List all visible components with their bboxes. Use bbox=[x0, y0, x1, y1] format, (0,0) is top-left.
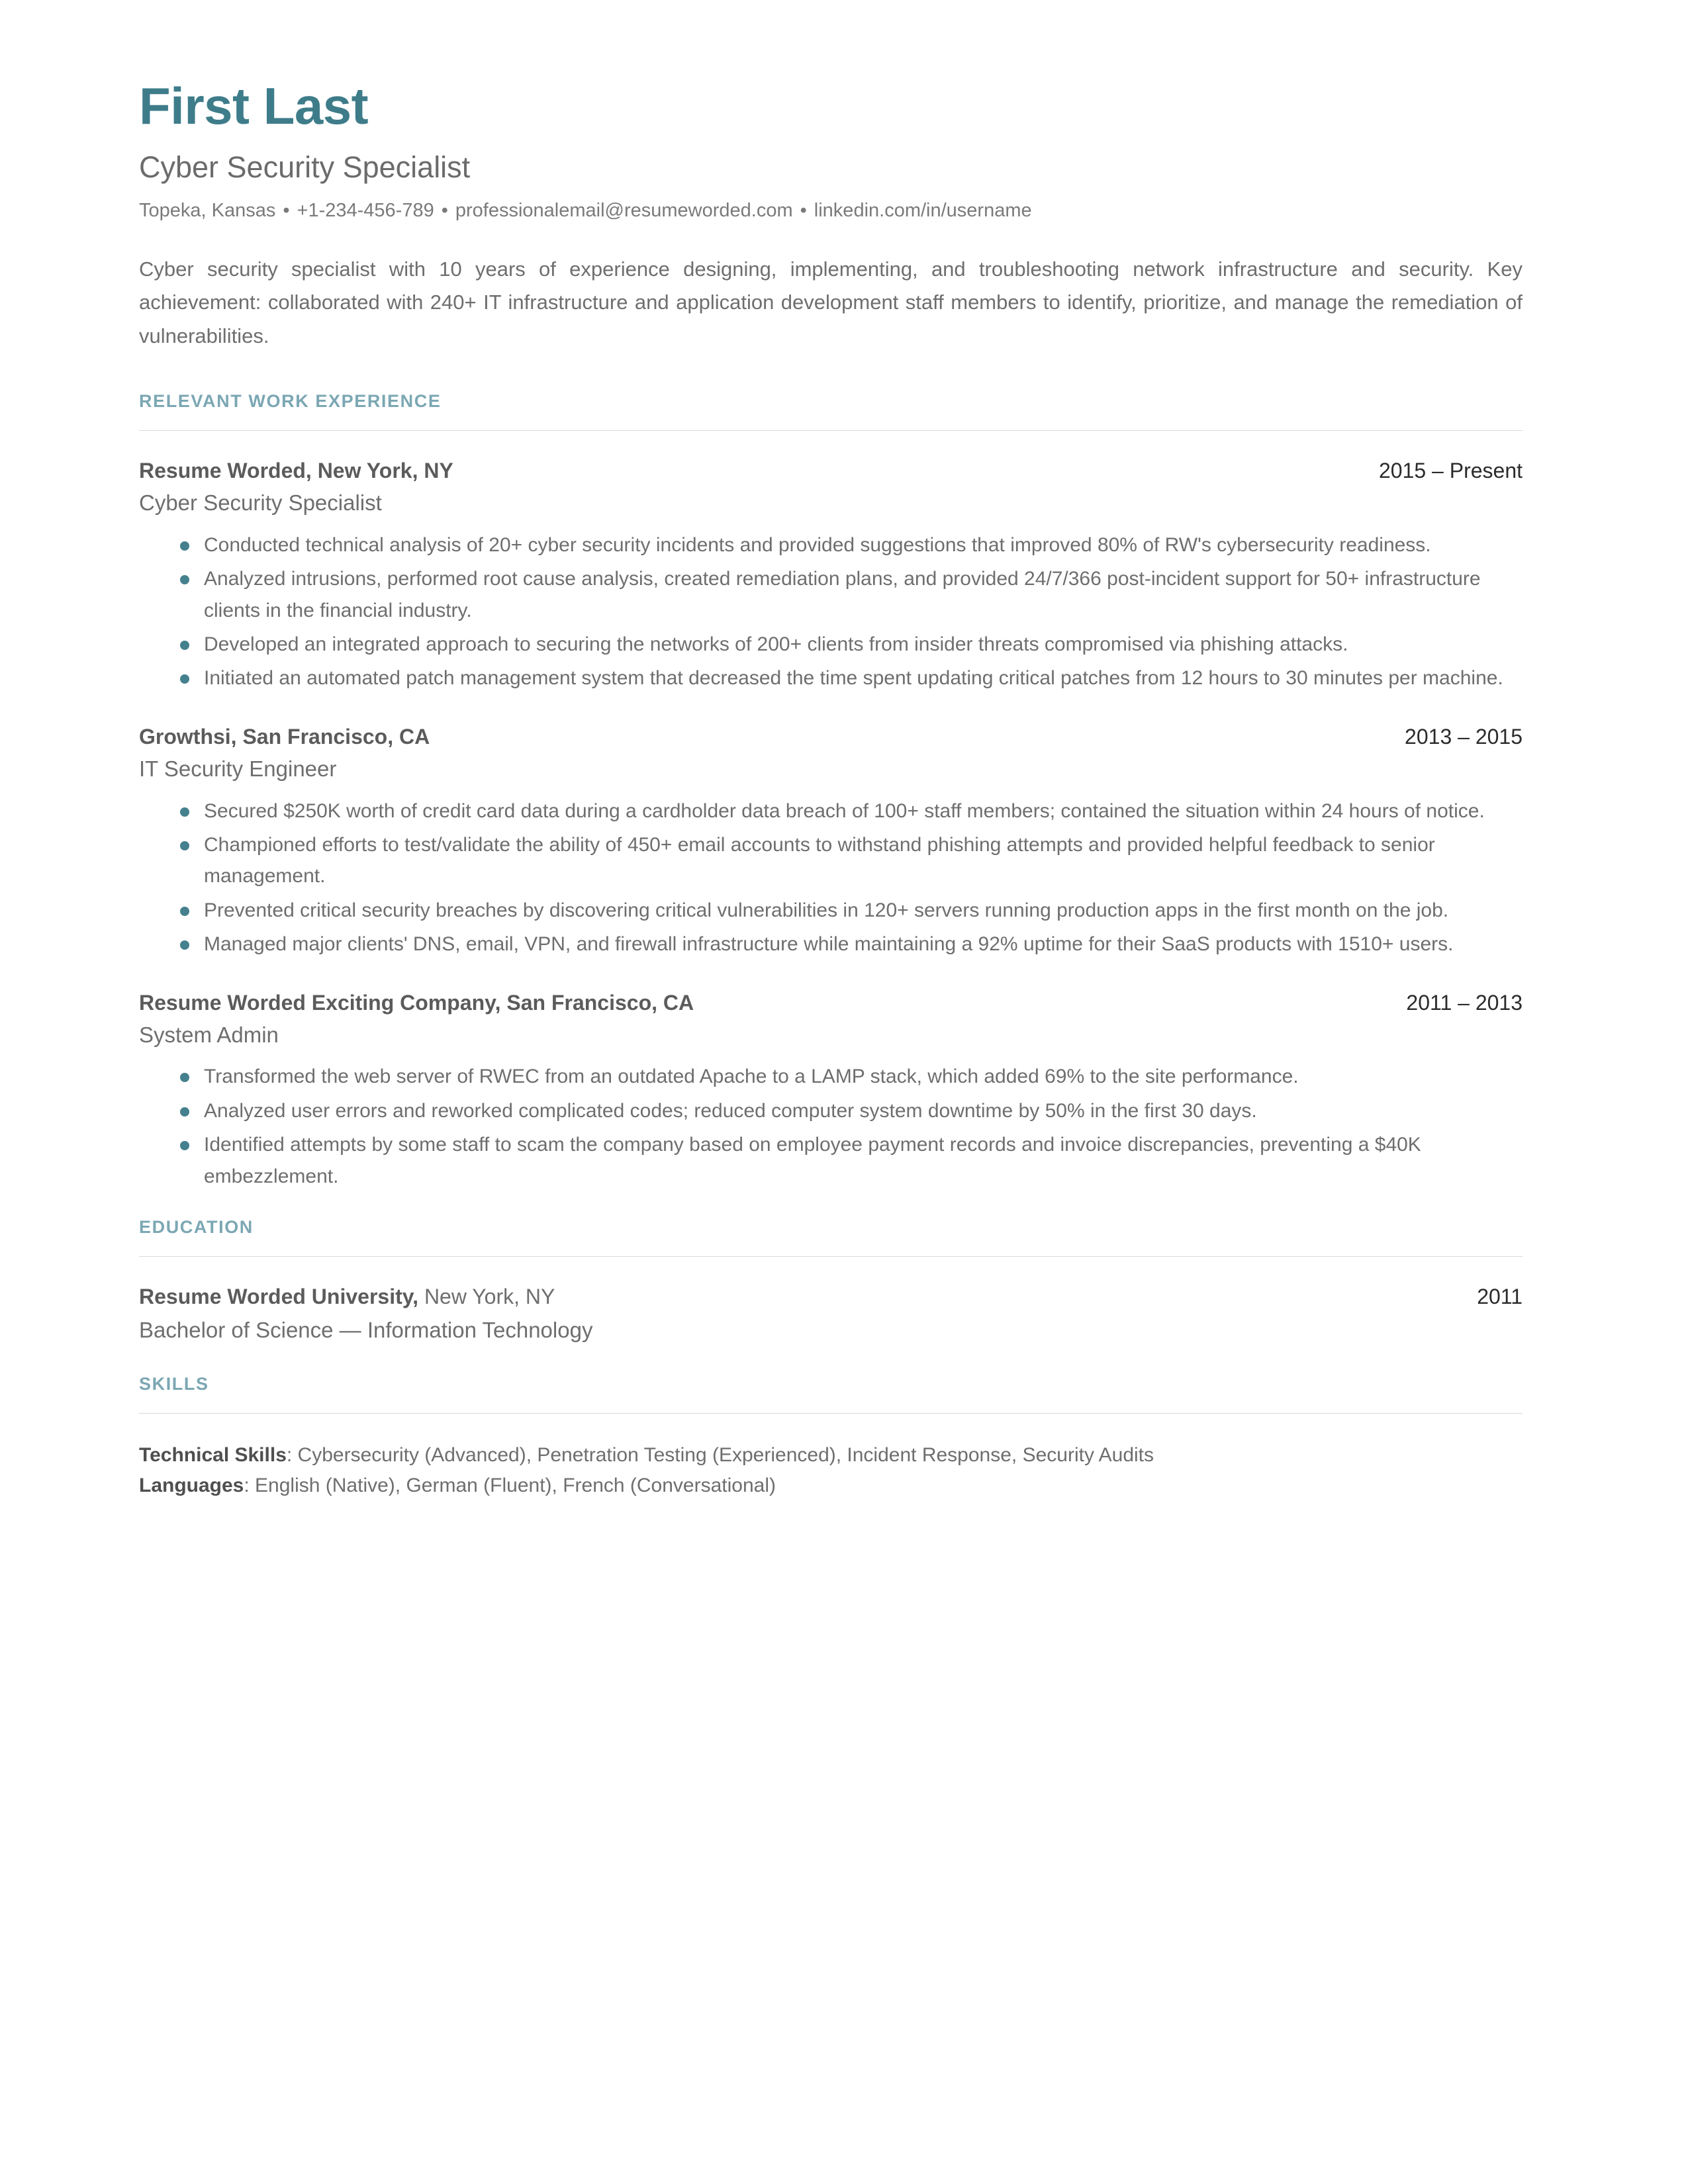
bullet-text: Initiated an automated patch management system that decreased the time spent updating critical patches from 12 hours to 30 minutes per machine. bbox=[204, 667, 1503, 690]
experience-organization: Resume Worded Exciting Company, San Francisco, CA bbox=[139, 990, 694, 1015]
skills-technical-line bbox=[139, 1440, 1523, 1471]
bullet-dot-icon bbox=[180, 1073, 189, 1082]
bullet-text: Managed major clients' DNS, email, VPN, and firewall infrastructure while maintaining a 92% uptime for their SaaS products with 1510+ users. bbox=[204, 933, 1454, 956]
bullet-text: Transformed the web server of RWEC from an outdated Apache to a LAMP stack, which added 69% to the site performance. bbox=[204, 1066, 1299, 1088]
experience-role: System Admin bbox=[139, 1022, 279, 1047]
experience-entry bbox=[139, 989, 1523, 1192]
contact-separator-icon: • bbox=[441, 200, 448, 222]
section-title-education: EDUCATION bbox=[139, 1216, 254, 1237]
experience-entry bbox=[139, 457, 1523, 694]
contact-phone: +1-234-456-789 bbox=[297, 200, 434, 222]
list-item bbox=[139, 1061, 1523, 1092]
experience-entry-header bbox=[139, 723, 1523, 750]
bullet-dot-icon bbox=[180, 575, 189, 584]
list-item bbox=[139, 895, 1523, 926]
bullet-text: Championed efforts to test/validate the ability of 450+ email accounts to withstand phishing attempts and provided helpful feedback to senior management. bbox=[204, 833, 1435, 887]
bullet-text: Secured $250K worth of credit card data during a cardholder data breach of 100+ staff members; contained the situation within 24 hours of notice. bbox=[204, 799, 1485, 822]
contact-email[interactable]: professionalemail@resumeworded.com bbox=[455, 200, 793, 222]
list-item bbox=[139, 1129, 1523, 1192]
experience-role: Cyber Security Specialist bbox=[139, 490, 382, 515]
experience-bullet-list bbox=[139, 1061, 1523, 1192]
bullet-text: Developed an integrated approach to securing the networks of 200+ clients from insider threats compromised via phishing attacks. bbox=[204, 633, 1348, 655]
list-item bbox=[139, 796, 1523, 827]
education-degree: Bachelor of Science — Information Technology bbox=[139, 1317, 593, 1342]
education-school-name: Resume Worded University, bbox=[139, 1284, 419, 1308]
skills-languages-label: Languages bbox=[139, 1475, 244, 1497]
education-organization bbox=[139, 1285, 555, 1309]
contact-separator-icon: • bbox=[800, 200, 807, 222]
section-divider bbox=[139, 1413, 1523, 1414]
section-education bbox=[139, 1217, 1523, 1345]
education-entry-header bbox=[139, 1283, 1523, 1310]
bullet-dot-icon bbox=[180, 1141, 189, 1150]
experience-role: IT Security Engineer bbox=[139, 756, 337, 781]
contact-linkedin[interactable]: linkedin.com/in/username bbox=[814, 200, 1032, 222]
resume-content bbox=[139, 79, 1523, 1502]
contact-location: Topeka, Kansas bbox=[139, 200, 276, 222]
section-title-work-experience: RELEVANT WORK EXPERIENCE bbox=[139, 390, 442, 411]
bullet-text: Analyzed user errors and reworked complicated codes; reduced computer system downtime by 50% in the first 30 days. bbox=[204, 1099, 1257, 1122]
candidate-name: First Last bbox=[139, 77, 369, 135]
section-work-experience bbox=[139, 391, 1523, 1192]
section-divider bbox=[139, 1256, 1523, 1257]
experience-dates: 2013 – 2015 bbox=[1405, 724, 1523, 749]
experience-dates: 2011 – 2013 bbox=[1406, 990, 1523, 1015]
education-school-location: New York, NY bbox=[418, 1284, 555, 1308]
bullet-text: Identified attempts by some staff to scam the company based on employee payment records and invoice discrepancies, preventing a $40K embezzlement. bbox=[204, 1134, 1421, 1187]
experience-entry-header bbox=[139, 989, 1523, 1016]
bullet-dot-icon bbox=[180, 841, 189, 850]
resume-header bbox=[139, 79, 1523, 222]
section-title-skills: SKILLS bbox=[139, 1373, 209, 1394]
bullet-dot-icon bbox=[180, 541, 189, 551]
bullet-dot-icon bbox=[180, 940, 189, 950]
bullet-text: Prevented critical security breaches by discovering critical vulnerabilities in 120+ servers running production apps in the first month on the job. bbox=[204, 899, 1449, 921]
skills-technical-value: : Cybersecurity (Advanced), Penetration Testing (Experienced), Incident Response, Security Audits bbox=[286, 1443, 1154, 1466]
list-item bbox=[139, 563, 1523, 626]
skills-languages-value: : English (Native), German (Fluent), French (Conversational) bbox=[244, 1475, 776, 1497]
bullet-dot-icon bbox=[180, 907, 189, 916]
experience-dates: 2015 – Present bbox=[1378, 458, 1523, 482]
experience-entry bbox=[139, 723, 1523, 960]
contact-line bbox=[139, 199, 1523, 222]
experience-bullet-list bbox=[139, 796, 1523, 960]
education-entry bbox=[139, 1283, 1523, 1345]
skills-languages-line bbox=[139, 1471, 1523, 1502]
experience-organization: Resume Worded, New York, NY bbox=[139, 458, 453, 482]
list-item bbox=[139, 1095, 1523, 1126]
bullet-dot-icon bbox=[180, 674, 189, 684]
bullet-text: Analyzed intrusions, performed root cause analysis, created remediation plans, and provided 24/7/366 post-incident support for 50+ infrastructure clients in the financial industry. bbox=[204, 568, 1481, 621]
section-divider bbox=[139, 430, 1523, 431]
list-item bbox=[139, 829, 1523, 892]
education-dates: 2011 bbox=[1477, 1284, 1523, 1308]
list-item bbox=[139, 929, 1523, 960]
experience-entry-header bbox=[139, 457, 1523, 484]
experience-bullet-list bbox=[139, 529, 1523, 694]
skills-technical-label: Technical Skills bbox=[139, 1443, 287, 1466]
experience-organization: Growthsi, San Francisco, CA bbox=[139, 724, 430, 749]
list-item bbox=[139, 529, 1523, 561]
bullet-dot-icon bbox=[180, 641, 189, 650]
professional-summary: Cyber security specialist with 10 years of experience designing, implementing, and troubleshooting network infrastructure and security. Key achievement: collaborated with 240+ IT infrastructure and application development staff members to identify, prioritize, and manage the remediation of vulnerabilities. bbox=[139, 257, 1523, 347]
bullet-dot-icon bbox=[180, 1107, 189, 1116]
contact-separator-icon: • bbox=[283, 200, 290, 222]
section-skills bbox=[139, 1374, 1523, 1502]
list-item bbox=[139, 662, 1523, 694]
bullet-text: Conducted technical analysis of 20+ cyber security incidents and provided suggestions that improved 80% of RW's cybersecurity readiness. bbox=[204, 533, 1431, 556]
list-item bbox=[139, 629, 1523, 660]
candidate-headline: Cyber Security Specialist bbox=[139, 150, 471, 184]
bullet-dot-icon bbox=[180, 807, 189, 817]
